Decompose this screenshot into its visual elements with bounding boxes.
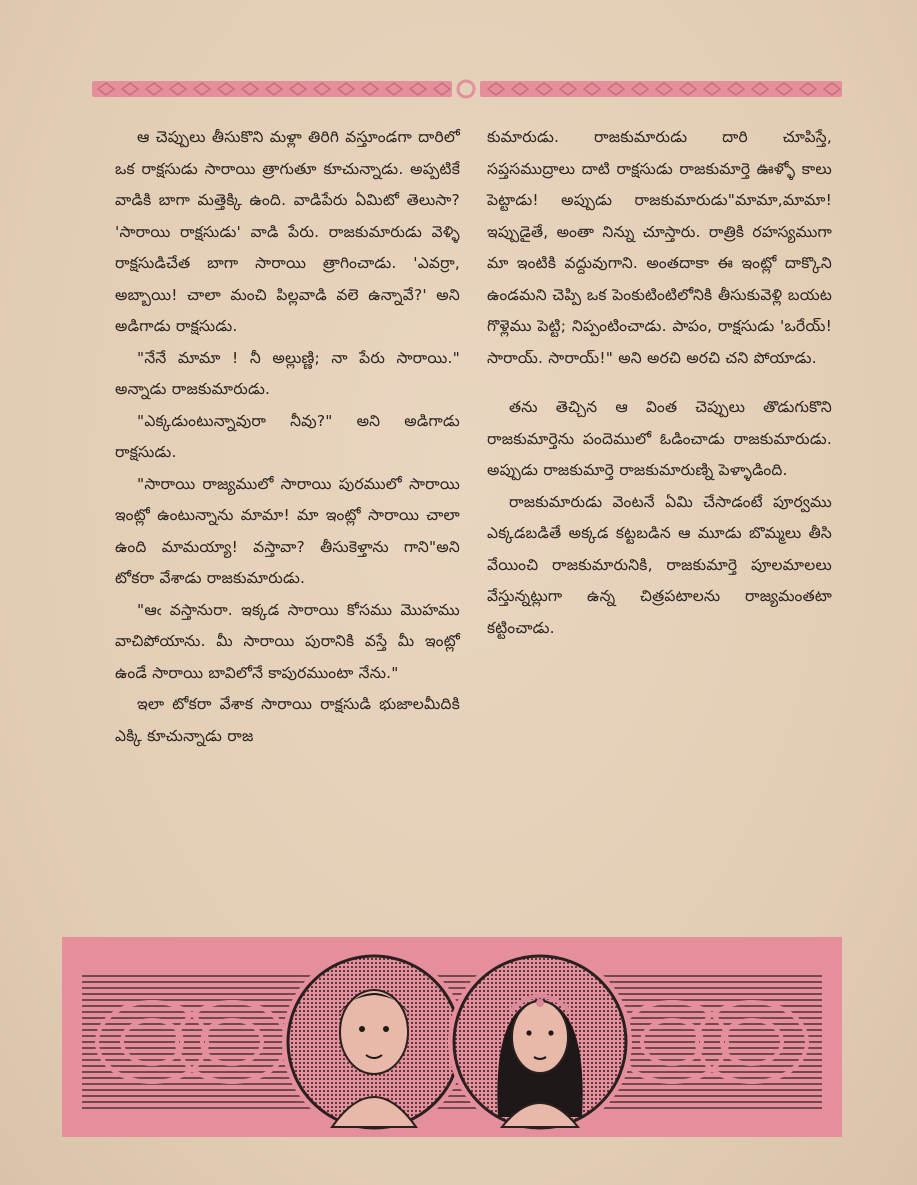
- illustration-panel: [62, 937, 842, 1137]
- paragraph: ఇలా టోకరా వేశాక సారాయి రాక్షసుడి భుజాలమీదికి ఎక్కి కూచున్నాడు రాజ: [115, 695, 460, 745]
- princess-portrait-medallion: [448, 950, 632, 1134]
- paragraph: "సారాయి రాజ్యములో సారాయి పురములో సారాయి ఇంట్లో ఉంటున్నాను మామా! మా ఇంట్లో సారాయి చాలా ఉంది మామయ్యా! వస్తావా? తీసుకెళ్తాను గాని"అని టోకరా వేశాడు రాజకుమారుడు.: [115, 474, 460, 587]
- portrait-illustration: [62, 937, 842, 1137]
- paragraph: తను తెచ్చిన ఆ వింత చెప్పులు తొడుగుకొని రాజకుమార్తెను పందెములో ఓడించాడు రాజకుమారుడు. అప్పుడు రాజకుమార్తె రాజకుమారుణ్ని పెళ్ళాడింది.: [487, 398, 832, 479]
- paragraph: "నేనే మామా ! నీ అల్లుణ్ణి; నా పేరు సారాయి." అన్నాడు రాజకుమారుడు.: [115, 348, 460, 398]
- decorative-header-border: [92, 78, 842, 100]
- text-column-right: [487, 122, 832, 644]
- prince-portrait-medallion: [282, 950, 466, 1134]
- paragraph: కుమారుడు. రాజకుమారుడు దారి చూపిస్తే, సప్తసముద్రాలు దాటి రాక్షసుడు రాజకుమార్తె ఊళ్ళో కాలు పెట్టాడు! అప్పుడు రాజకుమారుడు"మామా,మామా! ఇప్పుడైతే, అంతా నిన్ను చూస్తారు. రాత్రికి రహస్యముగా మా ఇంటికి వద్దువుగాని. అంతదాకా ఈ ఇంట్లో దాక్కొని ఉండమని చెప్పి ఒక పెంకుటింటిలోనికి తీసుకువెళ్లి బయట గొళ్లెము పెట్టి; నిప్పంటించాడు. పాపం, రాక్షసుడు 'ఒరేయ్! సారాయ్. సారాయ్!" అని అరచి అరచి చని పోయాడు.: [487, 128, 832, 367]
- paragraph: "ఆఁ వస్తానురా. ఇక్కడ సారాయి కోసము మొహము వాచిపోయాను. మీ సారాయి పురానికి వస్తే మీ ఇంట్లో ఉండే సారాయి బావిలోనే కాపురముంటా నేను.": [115, 600, 460, 682]
- paragraph: ఆ చెప్పులు తీసుకొని మళ్లా తిరిగి వస్తూండగా దారిలో ఒక రాక్షసుడు సారాయి త్రాగుతూ కూచున్నాడు. అప్పటికే వాడికి బాగా మత్తెక్కి ఉంది. వాడిపేరు ఏమిటో తెలుసా? 'సారాయి రాక్షసుడు' వాడి పేరు. రాజకుమారుడు వెళ్ళి రాక్షసుడిచేత బాగా సారాయి త్రాగించాడు. 'ఎవర్రా, అబ్బాయి! చాలా మంచి పిల్లవాడి వలె ఉన్నావే?' అని అడిగాడు రాక్షసుడు.: [115, 128, 460, 335]
- paragraph: రాజకుమారుడు వెంటనే ఏమి చేసాడంటే పూర్వము ఎక్కడబడితే అక్కడ కట్టబడిన ఆ మూడు బొమ్మలు తీసి వేయించి రాజకుమారునికి, రాజకుమార్తె పూలమాలలు వేస్తున్నట్లుగా ఉన్న చిత్రపటాలను రాజ్యమంతటా కట్టించాడు.: [487, 492, 832, 637]
- paragraph: "ఎక్కడుంటున్నావురా నీవు?" అని అడిగాడు రాక్షసుడు.: [115, 411, 460, 461]
- text-column-left: [115, 122, 460, 752]
